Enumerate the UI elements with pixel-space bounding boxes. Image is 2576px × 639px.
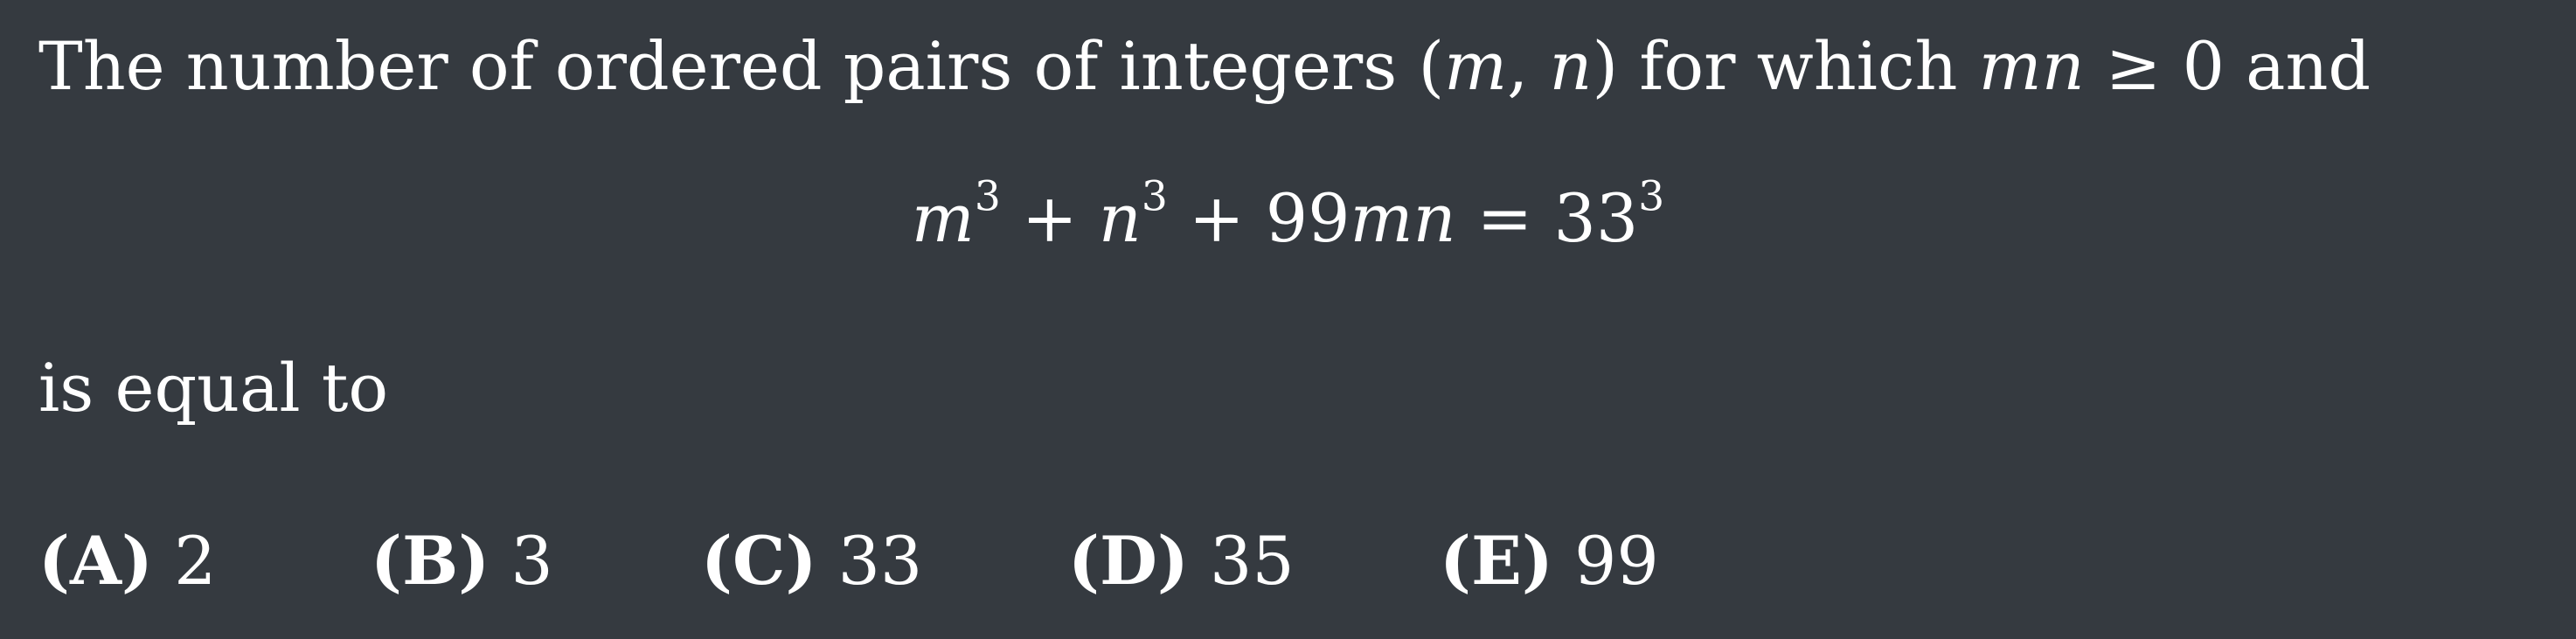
choice-b[interactable] [371, 522, 701, 600]
choice-value: 99 [1574, 522, 1659, 600]
intro-text: The number of ordered pairs of integers [38, 27, 1398, 105]
eq-m: m [911, 179, 975, 257]
choice-label: (C) [701, 522, 817, 600]
condition-var: mn [1978, 27, 2085, 105]
equation [0, 172, 2576, 257]
eq-mn: mn [1350, 179, 1456, 257]
pair-close: ) [1592, 27, 1619, 105]
choice-label: (B) [371, 522, 490, 600]
choice-a[interactable] [38, 522, 371, 600]
eq-exp-3: 3 [1638, 172, 1665, 221]
choice-label: (D) [1068, 522, 1189, 600]
eq-n: n [1098, 179, 1142, 257]
choice-e[interactable] [1440, 522, 1659, 600]
eq-plus-2: + 99 [1167, 179, 1350, 257]
choice-label: (A) [38, 522, 153, 600]
var-n: n [1549, 27, 1593, 105]
closing-text: is equal to [38, 349, 389, 427]
condition-text: for which [1618, 27, 1979, 105]
eq-exp-2: 3 [1141, 172, 1168, 221]
var-m: m [1444, 27, 1508, 105]
choice-c[interactable] [701, 522, 1068, 600]
pair-comma: , [1507, 27, 1550, 105]
problem-statement-line [38, 27, 2371, 105]
eq-plus-1: + [1000, 179, 1099, 257]
choice-value: 35 [1210, 522, 1295, 600]
answer-choices [38, 522, 1659, 600]
choice-label: (E) [1440, 522, 1553, 600]
choice-value: 3 [510, 522, 553, 600]
choice-value: 2 [174, 522, 217, 600]
choice-value: 33 [837, 522, 923, 600]
eq-equals: = 33 [1455, 179, 1639, 257]
choice-d[interactable] [1068, 522, 1440, 600]
eq-exp-1: 3 [974, 172, 1001, 221]
pair-open: ( [1418, 27, 1445, 105]
condition-relation: ≥ 0 and [2084, 27, 2371, 105]
